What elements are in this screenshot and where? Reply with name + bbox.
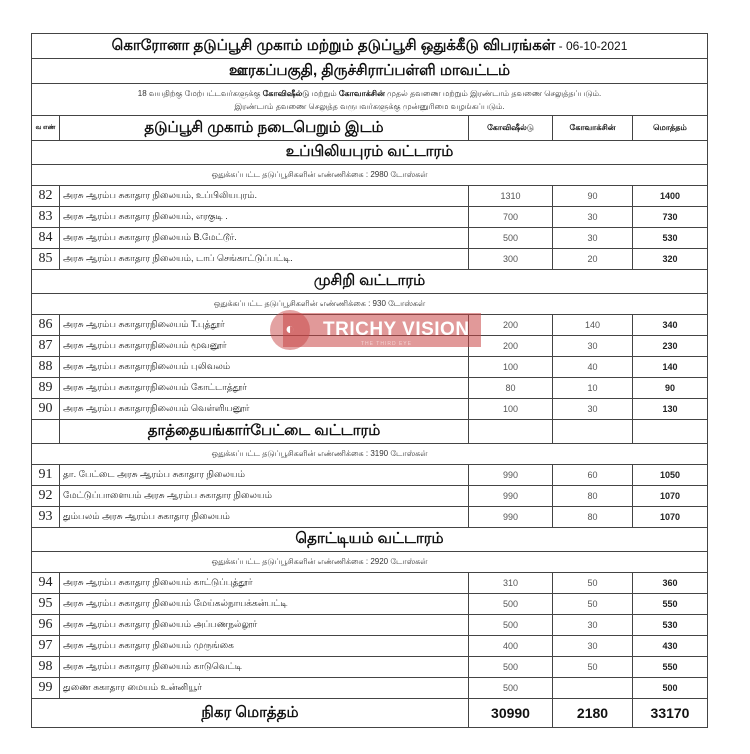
row-location: அரசு ஆரம்ப சுகாதார நிலையம், எரகுடி . — [60, 207, 469, 228]
row-total: 140 — [633, 357, 708, 378]
row-covaxin: 30 — [553, 615, 633, 636]
row-covaxin: 30 — [553, 399, 633, 420]
table-row — [32, 465, 708, 486]
row-covaxin: 10 — [553, 378, 633, 399]
row-sno: 85 — [32, 249, 60, 270]
row-location: அரசு ஆரம்ப சுகாதார நிலையம் காடுவெட்டி — [60, 657, 469, 678]
table-row — [32, 657, 708, 678]
row-total: 1050 — [633, 465, 708, 486]
row-covishield: 990 — [469, 486, 553, 507]
allocation-text: ஒதுக்கப்பட்ட தடுப்பூசிகளின் எண்ணிக்கை : 930 டோஸ்கள் — [213, 299, 426, 308]
allocation-row — [32, 165, 708, 186]
row-covishield: 700 — [469, 207, 553, 228]
grand-total-covishield: 30990 — [469, 699, 553, 728]
header-covaxin: கோவாக்சின் — [553, 116, 633, 141]
row-covishield: 500 — [469, 678, 553, 699]
grand-total-row — [32, 699, 708, 728]
allocation-row — [32, 444, 708, 465]
block-name: முசிறி வட்டாரம் — [32, 270, 708, 294]
row-total: 1070 — [633, 486, 708, 507]
row-location: தும்பலம் அரசு ஆரம்ப சுகாதார நிலையம் — [60, 507, 469, 528]
note-text-2: மற்றும் — [309, 88, 339, 98]
row-sno: 97 — [32, 636, 60, 657]
header-location: தடுப்பூசி முகாம் நடைபெறும் இடம் — [60, 116, 469, 141]
note-row — [32, 84, 708, 116]
row-covaxin: 90 — [553, 186, 633, 207]
row-total: 550 — [633, 594, 708, 615]
row-covishield: 990 — [469, 465, 553, 486]
row-location: அரசு ஆரம்ப சுகாதார நிலையம், உப்பிலியபுரம். — [60, 186, 469, 207]
row-sno: 96 — [32, 615, 60, 636]
note-vaccine-covaxin: கோவாக்சின் — [338, 88, 385, 98]
allocation-row — [32, 552, 708, 573]
block-sno-blank — [32, 420, 60, 444]
block-header-row — [32, 141, 708, 165]
column-header-row — [32, 116, 708, 141]
row-location: துணை சுகாதார மையம் உன்னியூர் — [60, 678, 469, 699]
row-sno: 98 — [32, 657, 60, 678]
table-row — [32, 336, 708, 357]
row-covishield: 200 — [469, 315, 553, 336]
row-total: 430 — [633, 636, 708, 657]
allocation-cell — [32, 294, 708, 315]
row-total: 530 — [633, 615, 708, 636]
table-row — [32, 594, 708, 615]
row-covishield: 500 — [469, 228, 553, 249]
table-row — [32, 207, 708, 228]
block-header-row — [32, 420, 708, 444]
district-title: ஊரகப்பகுதி, திருச்சிராப்பள்ளி மாவட்டம் — [32, 59, 708, 84]
row-covishield: 80 — [469, 378, 553, 399]
row-sno: 95 — [32, 594, 60, 615]
row-total: 1400 — [633, 186, 708, 207]
table-row — [32, 357, 708, 378]
row-sno: 93 — [32, 507, 60, 528]
grand-total-covaxin: 2180 — [553, 699, 633, 728]
row-covishield: 990 — [469, 507, 553, 528]
table-row — [32, 378, 708, 399]
block-blank — [469, 420, 553, 444]
header-covishield: கோவிஷீல்டு — [469, 116, 553, 141]
row-sno: 88 — [32, 357, 60, 378]
row-covishield: 1310 — [469, 186, 553, 207]
table-row — [32, 399, 708, 420]
row-location: அரசு ஆரம்ப சுகாதாரநிலையம் மூவனூர் — [60, 336, 469, 357]
row-total: 230 — [633, 336, 708, 357]
row-sno: 82 — [32, 186, 60, 207]
row-total: 90 — [633, 378, 708, 399]
block-blank — [633, 420, 708, 444]
allocation-text: ஒதுக்கப்பட்ட தடுப்பூசிகளின் எண்ணிக்கை : 2920 டோஸ்கள் — [211, 557, 428, 566]
row-sno: 92 — [32, 486, 60, 507]
row-location: மேட்டுப்பாளையம் அரசு ஆரம்ப சுகாதார நிலையம் — [60, 486, 469, 507]
row-covaxin: 80 — [553, 486, 633, 507]
row-total: 360 — [633, 573, 708, 594]
block-blank — [553, 420, 633, 444]
district-row — [32, 59, 708, 84]
row-total: 130 — [633, 399, 708, 420]
row-covaxin: 30 — [553, 228, 633, 249]
row-location: அரசு ஆரம்ப சுகாதாரநிலையம் T.புத்தூர் — [60, 315, 469, 336]
table-row — [32, 636, 708, 657]
title-row — [32, 34, 708, 59]
note-text-3: முதல் தவணை மற்றும் இரண்டாம் தவணை செலுத்தப்படும். — [384, 88, 602, 98]
table-row — [32, 507, 708, 528]
row-covaxin: 20 — [553, 249, 633, 270]
row-location: அரசு ஆரம்ப சுகாதாரநிலையம் புலிவலம் — [60, 357, 469, 378]
row-covaxin: 40 — [553, 357, 633, 378]
table-row — [32, 573, 708, 594]
row-covaxin: 80 — [553, 507, 633, 528]
table-row — [32, 315, 708, 336]
allocation-row — [32, 294, 708, 315]
row-location: அரசு ஆரம்ப சுகாதார நிலையம், டாப் செங்காட்டுப்பட்டி. — [60, 249, 469, 270]
row-sno: 90 — [32, 399, 60, 420]
row-sno: 94 — [32, 573, 60, 594]
table-row — [32, 678, 708, 699]
table-row — [32, 186, 708, 207]
row-total: 320 — [633, 249, 708, 270]
table-row — [32, 615, 708, 636]
row-sno: 99 — [32, 678, 60, 699]
row-location: அரசு ஆரம்ப சுகாதார நிலையம் அப்பணநல்லூர் — [60, 615, 469, 636]
row-location: அரசு ஆரம்ப சுகாதார நிலையம் முருங்கை — [60, 636, 469, 657]
row-location: அரசு ஆரம்ப சுகாதாரநிலையம் வெள்ளியனூர் — [60, 399, 469, 420]
document-date: - 06-10-2021 — [555, 38, 628, 53]
grand-total-total: 33170 — [633, 699, 708, 728]
allocation-cell — [32, 552, 708, 573]
row-sno: 89 — [32, 378, 60, 399]
block-name: தொட்டியம் வட்டாரம் — [32, 528, 708, 552]
row-covaxin: 30 — [553, 207, 633, 228]
block-header-row — [32, 528, 708, 552]
document-title: கொரோனா தடுப்பூசி முகாம் மற்றும் தடுப்பூசி ஒதுக்கீடு விபரங்கள் — [111, 36, 556, 54]
allocation-text: ஒதுக்கப்பட்ட தடுப்பூசிகளின் எண்ணிக்கை : 2980 டோஸ்கள் — [211, 170, 428, 179]
table-row — [32, 249, 708, 270]
header-sno: வ எண் — [32, 116, 60, 141]
row-total: 500 — [633, 678, 708, 699]
row-covishield: 100 — [469, 399, 553, 420]
table-row — [32, 486, 708, 507]
allocation-text: ஒதுக்கப்பட்ட தடுப்பூசிகளின் எண்ணிக்கை : 3190 டோஸ்கள் — [211, 449, 428, 458]
note-text-1: 18 வயதிற்கு மேற்பட்டவர்களுக்கு — [137, 88, 263, 98]
row-total: 1070 — [633, 507, 708, 528]
row-total: 730 — [633, 207, 708, 228]
logo-circle-icon: ◐ — [270, 310, 310, 350]
row-covishield: 500 — [469, 615, 553, 636]
row-covishield: 100 — [469, 357, 553, 378]
row-location: அரசு ஆரம்ப சுகாதார நிலையம் B.மேட்டூர். — [60, 228, 469, 249]
allocation-cell — [32, 165, 708, 186]
row-covaxin: 30 — [553, 636, 633, 657]
row-location: அரசு ஆரம்ப சுகாதாரநிலையம் கோட்டாத்தூர் — [60, 378, 469, 399]
row-sno: 86 — [32, 315, 60, 336]
row-covishield: 400 — [469, 636, 553, 657]
row-sno: 84 — [32, 228, 60, 249]
row-sno: 87 — [32, 336, 60, 357]
row-covaxin: 140 — [553, 315, 633, 336]
row-covishield: 200 — [469, 336, 553, 357]
block-name: உப்பிலியபுரம் வட்டாரம் — [32, 141, 708, 165]
row-covishield: 310 — [469, 573, 553, 594]
row-total: 530 — [633, 228, 708, 249]
block-name: தாத்தையங்கார்பேட்டை வட்டாரம் — [60, 420, 469, 444]
watermark-text: TRICHY VISION — [323, 319, 470, 340]
row-sno: 91 — [32, 465, 60, 486]
row-covaxin: 50 — [553, 594, 633, 615]
block-header-row — [32, 270, 708, 294]
row-covaxin: 50 — [553, 657, 633, 678]
vaccine-allocation-table — [31, 33, 708, 728]
row-covishield: 300 — [469, 249, 553, 270]
row-location: அரசு ஆரம்ப சுகாதார நிலையம் மேய்கல்நாயக்கன்பட்டி — [60, 594, 469, 615]
row-covaxin: 60 — [553, 465, 633, 486]
table-row — [32, 228, 708, 249]
grand-total-label: நிகர மொத்தம் — [32, 699, 469, 728]
row-location: அரசு ஆரம்ப சுகாதார நிலையம் காட்டுப்புத்தூர் — [60, 573, 469, 594]
row-location: தா. பேட்டை அரசு ஆரம்ப சுகாதார நிலையம் — [60, 465, 469, 486]
row-total: 550 — [633, 657, 708, 678]
row-total: 340 — [633, 315, 708, 336]
note-text-line2: இரண்டாம் தவணை செலுத்த வருபவர்களுக்கு முன்னுரிமை வழங்கப்படும். — [234, 101, 505, 111]
watermark-subtext: THE THIRD EYE — [361, 341, 412, 347]
row-covaxin — [553, 678, 633, 699]
header-total: மொத்தம் — [633, 116, 708, 141]
note-vaccine-covishield: கோவிஷீல்டு — [262, 88, 310, 98]
row-covishield: 500 — [469, 657, 553, 678]
row-covaxin: 50 — [553, 573, 633, 594]
allocation-cell — [32, 444, 708, 465]
row-covishield: 500 — [469, 594, 553, 615]
row-sno: 83 — [32, 207, 60, 228]
row-covaxin: 30 — [553, 336, 633, 357]
